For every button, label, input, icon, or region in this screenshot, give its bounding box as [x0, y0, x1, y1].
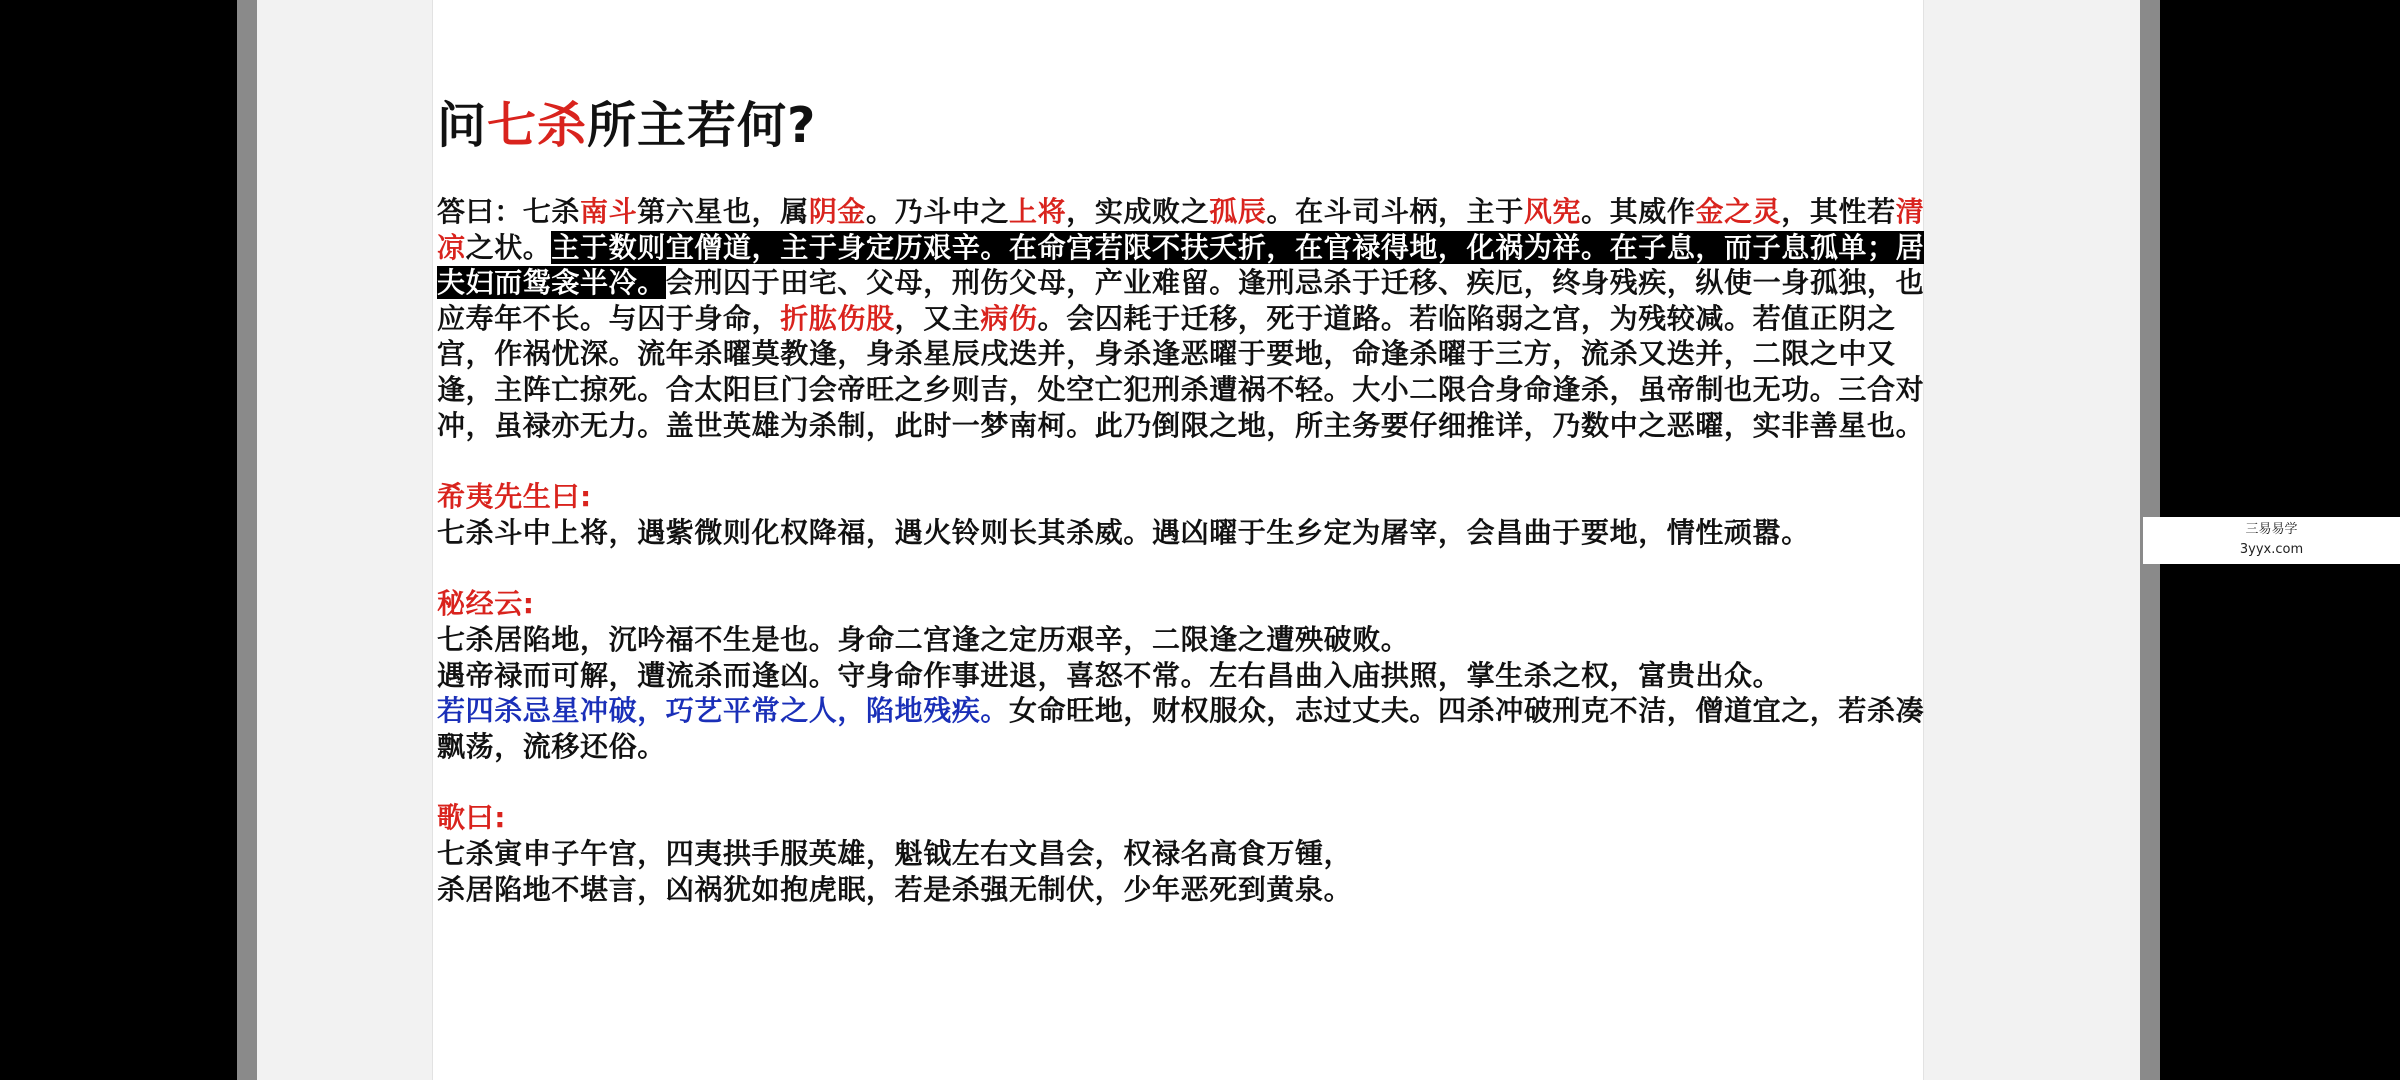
answer-text: 。会囚耗于迁移，死于道路。若临陷弱之宫，为残较减。若值正阴之宫，作祸忧深。流年杀曜莫教逢，身杀星辰戌迭并，身杀逢恶曜于要地，命逢杀曜于三方，流杀又迭并，二限之中又逢，主阵亡掠死。合太阳巨门会帝旺之乡则吉，处空亡犯刑杀遭祸不轻。大小二限合身命逢杀，虽帝制也无功。三合对冲，虽禄亦无力。盖世英雄为杀制，此时一梦南柯。此乃倒限之地，所主务要仔细推详，乃数中之恶曜，实非善星也。 — [437, 301, 1925, 442]
answer-text: 。乃斗中之 — [866, 195, 1010, 228]
watermark-cn: 三易易学 — [2245, 522, 2298, 537]
mijing-line-1: 七杀居陷地，沉吟福不生是也。身命二宫逢之定历艰辛，二限逢之遭殃破败。 — [437, 622, 1410, 656]
answer-red-term: 清凉 — [437, 195, 1925, 264]
answer-text: 之状。 — [465, 230, 552, 264]
answer-text: ，又主 — [894, 301, 981, 335]
answer-red-term: 孤辰 — [1209, 195, 1267, 228]
mijing-line-3-rest: 女命旺地，财权服众，志过丈夫。四杀冲破刑克不洁，僧道宜之，若杀凑飘荡，流移还俗。 — [437, 694, 1925, 763]
answer-text: ，其性若 — [1781, 195, 1896, 228]
song-line-1: 七杀寅申子午宫，四夷拱手服英雄，魁钺左右文昌会，权禄名高食万锺， — [437, 836, 1353, 870]
title-suffix: 所主若何? — [587, 97, 817, 154]
answer-text: 答曰：七杀 — [437, 195, 581, 228]
answer-text: 第六星也，属 — [637, 195, 809, 228]
answer-red-term: 折肱伤股 — [780, 301, 895, 335]
document-content — [437, 84, 1945, 907]
song-heading: 歌曰: — [437, 801, 506, 835]
mijing-blue-text: 若四杀忌星冲破，巧艺平常之人，陷地残疾。 — [437, 694, 1010, 728]
answer-paragraph — [437, 194, 1945, 443]
song-line-2: 杀居陷地不堪言，凶祸犹如抱虎眠，若是杀强无制伏，少年恶死到黄泉。 — [437, 872, 1353, 906]
mijing-line-3 — [437, 693, 1945, 764]
answer-highlighted-text: 主于数则宜僧道，主于身定历艰辛。在命宫若限不扶夭折，在官禄得地，化祸为祥。在子息，而子息孤单；居夫妇而鸳衾半冷。 — [437, 230, 1925, 300]
title-highlight: 七杀 — [487, 97, 588, 154]
answer-red-term: 阴金 — [808, 195, 867, 228]
page-title — [437, 84, 1945, 168]
answer-red-term: 风宪 — [1523, 195, 1582, 228]
xiyi-text: 七杀斗中上将，遇紫微则化权降福，遇火铃则长其杀威。遇凶曜于生乡定为屠宰，会昌曲于要地，情性顽嚣。 — [437, 515, 1810, 549]
watermark-url: 3yyx.com — [2239, 542, 2304, 557]
left-scroll-edge — [237, 0, 257, 1080]
site-watermark[interactable] — [2143, 517, 2400, 564]
answer-red-term: 南斗 — [580, 195, 638, 228]
title-prefix: 问 — [437, 97, 488, 154]
answer-text: ，实成败之 — [1066, 195, 1210, 228]
answer-text: 。在斗司斗柄，主于 — [1266, 195, 1524, 228]
answer-text: 。其威作 — [1581, 195, 1696, 228]
answer-text: 会刑囚于田宅、父母，刑伤父母，产业难留。逢刑忌杀于迁移、疾厄，终身残疾，纵使一身孤独，也应寿年不长。与囚于身命， — [437, 266, 1925, 335]
answer-red-term: 病伤 — [980, 301, 1038, 335]
answer-red-term: 金之灵 — [1695, 195, 1782, 228]
answer-red-term: 上将 — [1009, 195, 1067, 228]
mijing-line-2: 遇帝禄而可解，遭流杀而逢凶。守身命作事进退，喜怒不常。左右昌曲入庙拱照，掌生杀之权，富贵出众。 — [437, 658, 1782, 692]
mijing-heading: 秘经云: — [437, 587, 535, 621]
xiyi-heading: 希夷先生曰: — [437, 480, 592, 514]
